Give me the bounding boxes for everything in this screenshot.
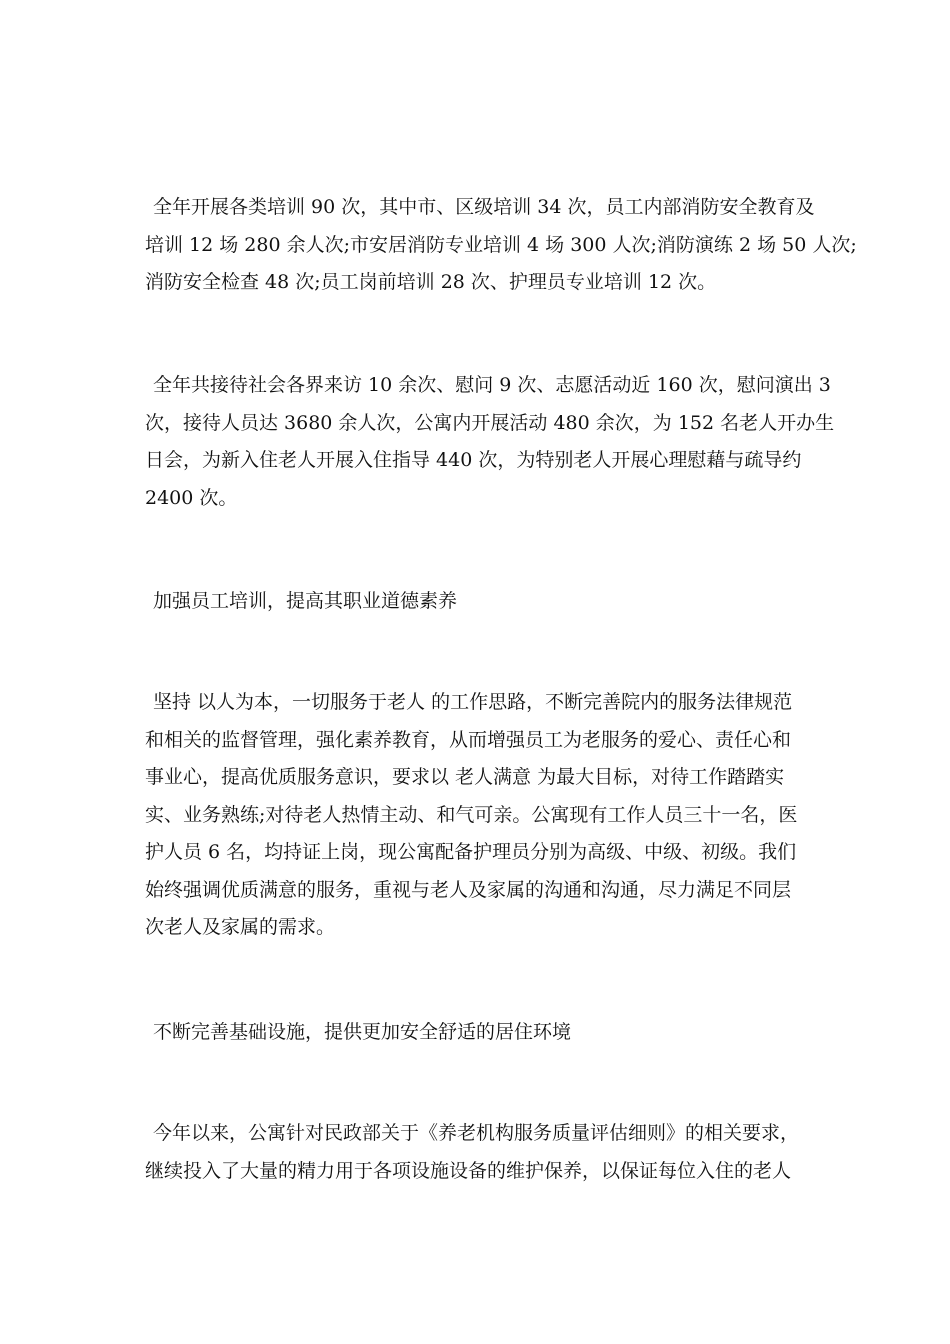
paragraph-line: 消防安全检查 48 次;员工岗前培训 28 次、护理员专业培训 12 次。 (145, 271, 717, 293)
paragraph-line: 始终强调优质满意的服务，重视与老人及家属的沟通和沟通，尽力满足不同层 (145, 878, 792, 901)
paragraph-staff (145, 684, 810, 947)
paragraph-line: 和相关的监督管理，强化素养教育，从而增强员工为老服务的爱心、责任心和 (145, 728, 792, 751)
paragraph-line: 次老人及家属的需求。 (145, 916, 336, 938)
paragraph-line: 今年以来，公寓针对民政部关于《养老机构服务质量评估细则》的相关要求， (153, 1122, 800, 1144)
paragraph-line: 继续投入了大量的精力用于各项设施设备的维护保养，以保证每位入住的老人 (145, 1159, 792, 1182)
paragraph-line: 日会，为新入住老人开展入住指导 440 次，为特别老人开展心理慰藉与疏导约 (145, 449, 802, 471)
paragraph-line: 护人员 6 名，均持证上岗，现公寓配备护理员分别为高级、中级、初级。我们 (145, 841, 797, 863)
paragraph-line: 培训 12 场 280 余人次;市安居消防专业培训 4 场 300 人次;消防演练 2 场 50 人次; (145, 233, 857, 256)
paragraph-line: 坚持 以人为本，一切服务于老人 的工作思路，不断完善院内的服务法律规范 (153, 691, 793, 713)
paragraph-line: 2400 次。 (145, 486, 238, 509)
paragraph-training (145, 189, 857, 302)
section-heading-facilities: 不断完善基础设施，提供更加安全舒适的居住环境 (153, 1021, 572, 1043)
paragraph-line: 全年开展各类培训 90 次，其中市、区级培训 34 次，员工内部消防安全教育及 (153, 196, 815, 218)
paragraph-line: 全年共接待社会各界来访 10 余次、慰问 9 次、志愿活动近 160 次，慰问演出 3 (153, 374, 831, 396)
paragraph-line: 事业心，提高优质服务意识，要求以 老人满意 为最大目标，对待工作踏踏实 (145, 766, 785, 788)
paragraph-line: 次，接待人员达 3680 余人次，公寓内开展活动 480 余次，为 152 名老人开办生 (145, 411, 835, 434)
paragraph-visits (145, 367, 835, 517)
paragraph-facilities (145, 1115, 810, 1190)
section-heading-staff-training: 加强员工培训，提高其职业道德素养 (153, 590, 458, 612)
paragraph-line: 实、业务熟练;对待老人热情主动、和气可亲。公寓现有工作人员三十一名，医 (145, 803, 798, 826)
